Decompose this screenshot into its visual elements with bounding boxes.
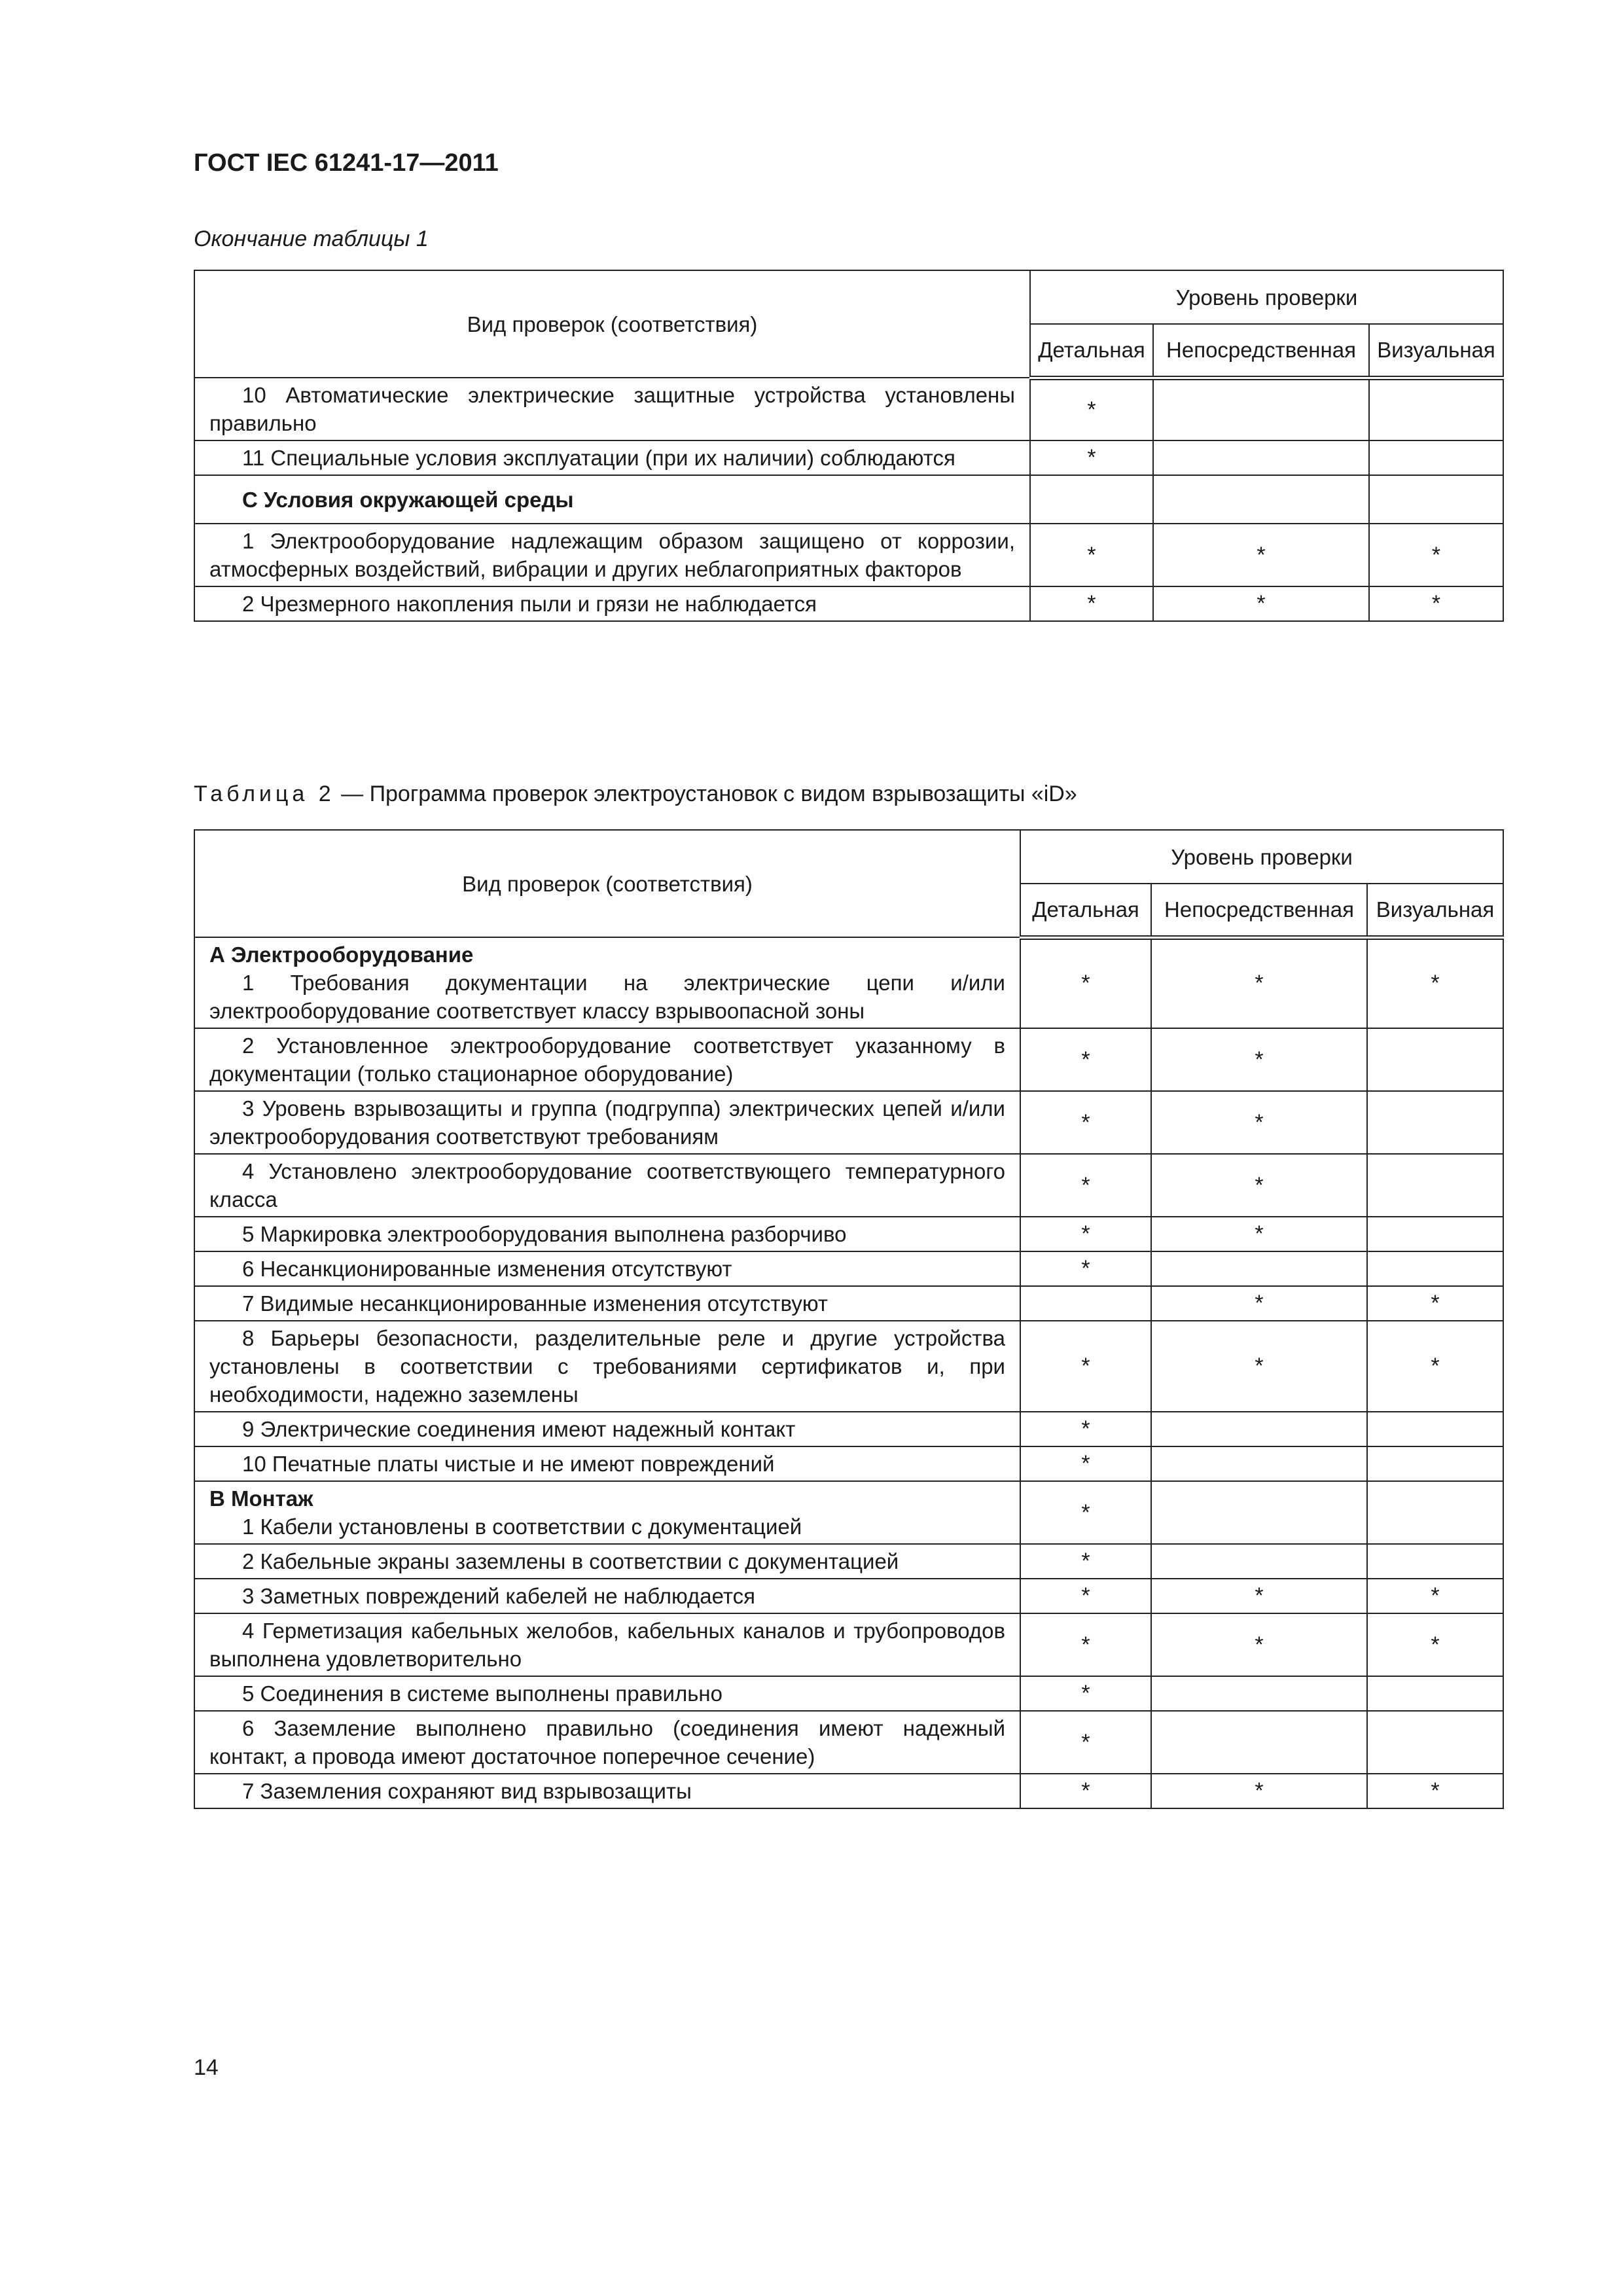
check-description: 9 Электрические соединения имеют надежный контакт: [242, 1417, 796, 1441]
table-row: [194, 475, 1503, 524]
table-row: [194, 1217, 1503, 1251]
mark-cell-detail: *: [1020, 1028, 1151, 1091]
table-row: [194, 378, 1503, 440]
mark-cell-visual: *: [1369, 586, 1503, 621]
mark-cell-direct: [1153, 440, 1369, 475]
table-row: [194, 1446, 1503, 1481]
table2-col-main: Вид проверок (соответствия): [194, 830, 1020, 937]
check-description-cell: [194, 378, 1030, 440]
mark-cell-direct: [1151, 1251, 1367, 1286]
mark-cell-detail: *: [1020, 1154, 1151, 1217]
check-description: 1 Электрооборудование надлежащим образом защищено от коррозии, атмосферных воздействий, вибрации и других неблагоприятных факторов: [209, 529, 1015, 581]
table2-caption-rest: — Программа проверок электроустановок с видом взрывозащиты «iD»: [334, 781, 1077, 806]
check-description: 7 Видимые несанкционированные изменения отсутствуют: [242, 1291, 828, 1316]
check-description: 1 Требования документации на электрические цепи и/или электрооборудование соответствует классу взрывоопасной зоны: [209, 971, 1005, 1023]
table1-col-direct: Непосредственная: [1153, 324, 1369, 378]
mark-cell-visual: *: [1367, 937, 1503, 1028]
check-description-cell: [194, 586, 1030, 621]
check-description: 4 Установлено электрооборудование соответствующего температурного класса: [209, 1159, 1005, 1211]
mark-cell-direct: *: [1151, 1321, 1367, 1412]
mark-cell-detail: *: [1020, 1217, 1151, 1251]
check-description-cell: [194, 1613, 1020, 1676]
check-description: 7 Заземления сохраняют вид взрывозащиты: [242, 1779, 692, 1803]
mark-cell: [1369, 475, 1503, 524]
table-row: [194, 1613, 1503, 1676]
mark-cell-direct: *: [1151, 1613, 1367, 1676]
table-row: [194, 937, 1503, 1028]
mark-cell-visual: [1367, 1091, 1503, 1154]
table-row: [194, 1544, 1503, 1579]
mark-cell-visual: *: [1367, 1579, 1503, 1613]
check-description-cell: [194, 524, 1030, 586]
mark-cell-visual: *: [1367, 1774, 1503, 1808]
check-description: 8 Барьеры безопасности, разделительные реле и другие устройства установлены в соответствии с требованиями сертификатов и, при необходимости, надежно заземлены: [209, 1326, 1005, 1407]
table-row: [194, 1286, 1503, 1321]
check-description-cell: [194, 1028, 1020, 1091]
mark-cell-direct: [1151, 1711, 1367, 1774]
mark-cell-detail: *: [1020, 1579, 1151, 1613]
check-description: 3 Заметных повреждений кабелей не наблюдается: [242, 1584, 756, 1608]
mark-cell-direct: [1151, 1544, 1367, 1579]
mark-cell-direct: *: [1151, 1774, 1367, 1808]
mark-cell-detail: *: [1020, 1251, 1151, 1286]
table-row: [194, 440, 1503, 475]
mark-cell-direct: *: [1151, 1091, 1367, 1154]
check-description: 2 Кабельные экраны заземлены в соответствии с документацией: [242, 1549, 899, 1573]
mark-cell-detail: *: [1020, 1481, 1151, 1544]
table-row: [194, 1412, 1503, 1446]
mark-cell-visual: *: [1367, 1321, 1503, 1412]
mark-cell-detail: *: [1030, 586, 1153, 621]
mark-cell-detail: [1020, 1286, 1151, 1321]
mark-cell-detail: *: [1030, 524, 1153, 586]
check-description-cell: [194, 1251, 1020, 1286]
mark-cell-visual: *: [1367, 1286, 1503, 1321]
mark-cell-direct: *: [1151, 1217, 1367, 1251]
mark-cell-detail: *: [1020, 1412, 1151, 1446]
mark-cell-detail: *: [1020, 1321, 1151, 1412]
check-description: 3 Уровень взрывозащиты и группа (подгруппа) электрических цепей и/или электрооборудования соответствуют требованиям: [209, 1096, 1005, 1149]
mark-cell-detail: *: [1030, 440, 1153, 475]
table-row: [194, 1321, 1503, 1412]
table1-col-visual: Визуальная: [1369, 324, 1503, 378]
check-description-cell: [194, 1286, 1020, 1321]
mark-cell-detail: *: [1030, 378, 1153, 440]
mark-cell-direct: [1151, 1412, 1367, 1446]
table2-caption-prefix: Таблица 2: [194, 781, 335, 806]
table1-caption: Окончание таблицы 1: [194, 226, 429, 251]
check-description-cell: [194, 937, 1020, 1028]
table1-col-group: Уровень проверки: [1030, 270, 1503, 324]
table-row: [194, 1028, 1503, 1091]
table2-col-visual: Визуальная: [1367, 884, 1503, 937]
mark-cell-visual: [1367, 1251, 1503, 1286]
check-description-cell: [194, 1217, 1020, 1251]
mark-cell-detail: *: [1020, 1544, 1151, 1579]
mark-cell: [1030, 475, 1153, 524]
check-description-cell: [194, 1544, 1020, 1579]
check-description: 1 Кабели установлены в соответствии с документацией: [242, 1515, 802, 1539]
check-description: 5 Маркировка электрооборудования выполнена разборчиво: [242, 1222, 847, 1246]
check-description: 2 Чрезмерного накопления пыли и грязи не наблюдается: [242, 592, 817, 616]
mark-cell-detail: *: [1020, 1676, 1151, 1711]
mark-cell-visual: [1367, 1676, 1503, 1711]
mark-cell-visual: [1367, 1481, 1503, 1544]
mark-cell-visual: [1367, 1446, 1503, 1481]
check-description: 6 Заземление выполнено правильно (соединения имеют надежный контакт, а провода имеют достаточное поперечное сечение): [209, 1716, 1005, 1768]
table1-col-main: Вид проверок (соответствия): [194, 270, 1030, 378]
check-description-cell: [194, 1774, 1020, 1808]
check-description-cell: [194, 1481, 1020, 1544]
check-description-cell: [194, 1711, 1020, 1774]
mark-cell-direct: [1151, 1481, 1367, 1544]
mark-cell-detail: *: [1020, 1774, 1151, 1808]
mark-cell-direct: *: [1151, 937, 1367, 1028]
mark-cell-direct: *: [1151, 1579, 1367, 1613]
table1-col-detail: Детальная: [1030, 324, 1153, 378]
mark-cell-detail: *: [1020, 937, 1151, 1028]
table-row: [194, 1481, 1503, 1544]
mark-cell-direct: *: [1151, 1028, 1367, 1091]
check-description: 2 Установленное электрооборудование соответствует указанному в документации (только стационарное оборудование): [209, 1033, 1005, 1086]
table2-col-detail: Детальная: [1020, 884, 1151, 937]
check-description: 5 Соединения в системе выполнены правильно: [242, 1681, 722, 1706]
mark-cell-direct: [1153, 378, 1369, 440]
mark-cell-visual: [1367, 1154, 1503, 1217]
mark-cell-detail: *: [1020, 1446, 1151, 1481]
table2-col-direct: Непосредственная: [1151, 884, 1367, 937]
table-row: [194, 524, 1503, 586]
mark-cell-visual: [1369, 440, 1503, 475]
mark-cell-visual: [1367, 1544, 1503, 1579]
check-description-cell: [194, 440, 1030, 475]
mark-cell-visual: [1367, 1217, 1503, 1251]
table-row: [194, 1251, 1503, 1286]
check-description-cell: [194, 1579, 1020, 1613]
mark-cell-direct: [1151, 1676, 1367, 1711]
mark-cell-visual: [1369, 378, 1503, 440]
section-heading: А Электрооборудование: [209, 942, 474, 967]
mark-cell-visual: *: [1367, 1613, 1503, 1676]
mark-cell-direct: *: [1151, 1154, 1367, 1217]
mark-cell-visual: *: [1369, 524, 1503, 586]
table-row: [194, 1711, 1503, 1774]
table-row: [194, 1154, 1503, 1217]
mark-cell-visual: [1367, 1711, 1503, 1774]
page-number: 14: [194, 2055, 219, 2080]
check-description-cell: [194, 1321, 1020, 1412]
section-heading-cell: [194, 475, 1030, 524]
mark-cell: [1153, 475, 1369, 524]
check-description: 10 Автоматические электрические защитные устройства установлены правильно: [209, 383, 1015, 435]
mark-cell-direct: [1151, 1446, 1367, 1481]
mark-cell-visual: [1367, 1412, 1503, 1446]
section-heading: В Монтаж: [209, 1486, 313, 1511]
check-description-cell: [194, 1154, 1020, 1217]
check-description-cell: [194, 1091, 1020, 1154]
check-description-cell: [194, 1446, 1020, 1481]
check-description: 10 Печатные платы чистые и не имеют повреждений: [242, 1452, 775, 1476]
table-row: [194, 586, 1503, 621]
mark-cell-visual: [1367, 1028, 1503, 1091]
table-row: [194, 1579, 1503, 1613]
mark-cell-direct: *: [1151, 1286, 1367, 1321]
mark-cell-direct: *: [1153, 524, 1369, 586]
check-description: 11 Специальные условия эксплуатации (при их наличии) соблюдаются: [242, 446, 955, 470]
section-heading: С Условия окружающей среды: [242, 487, 574, 512]
document-header: ГОСТ IEC 61241-17—2011: [194, 149, 499, 177]
table2-col-group: Уровень проверки: [1020, 830, 1503, 884]
check-description: 6 Несанкционированные изменения отсутствуют: [242, 1257, 732, 1281]
check-description: 4 Герметизация кабельных желобов, кабельных каналов и трубопроводов выполнена удовлетворительно: [209, 1619, 1005, 1671]
table1: [194, 270, 1504, 622]
mark-cell-detail: *: [1020, 1711, 1151, 1774]
mark-cell-detail: *: [1020, 1613, 1151, 1676]
table2-caption: [194, 781, 1077, 807]
mark-cell-detail: *: [1020, 1091, 1151, 1154]
check-description-cell: [194, 1676, 1020, 1711]
table2: [194, 829, 1504, 1809]
check-description-cell: [194, 1412, 1020, 1446]
table-row: [194, 1676, 1503, 1711]
table-row: [194, 1091, 1503, 1154]
table-row: [194, 1774, 1503, 1808]
mark-cell-direct: *: [1153, 586, 1369, 621]
